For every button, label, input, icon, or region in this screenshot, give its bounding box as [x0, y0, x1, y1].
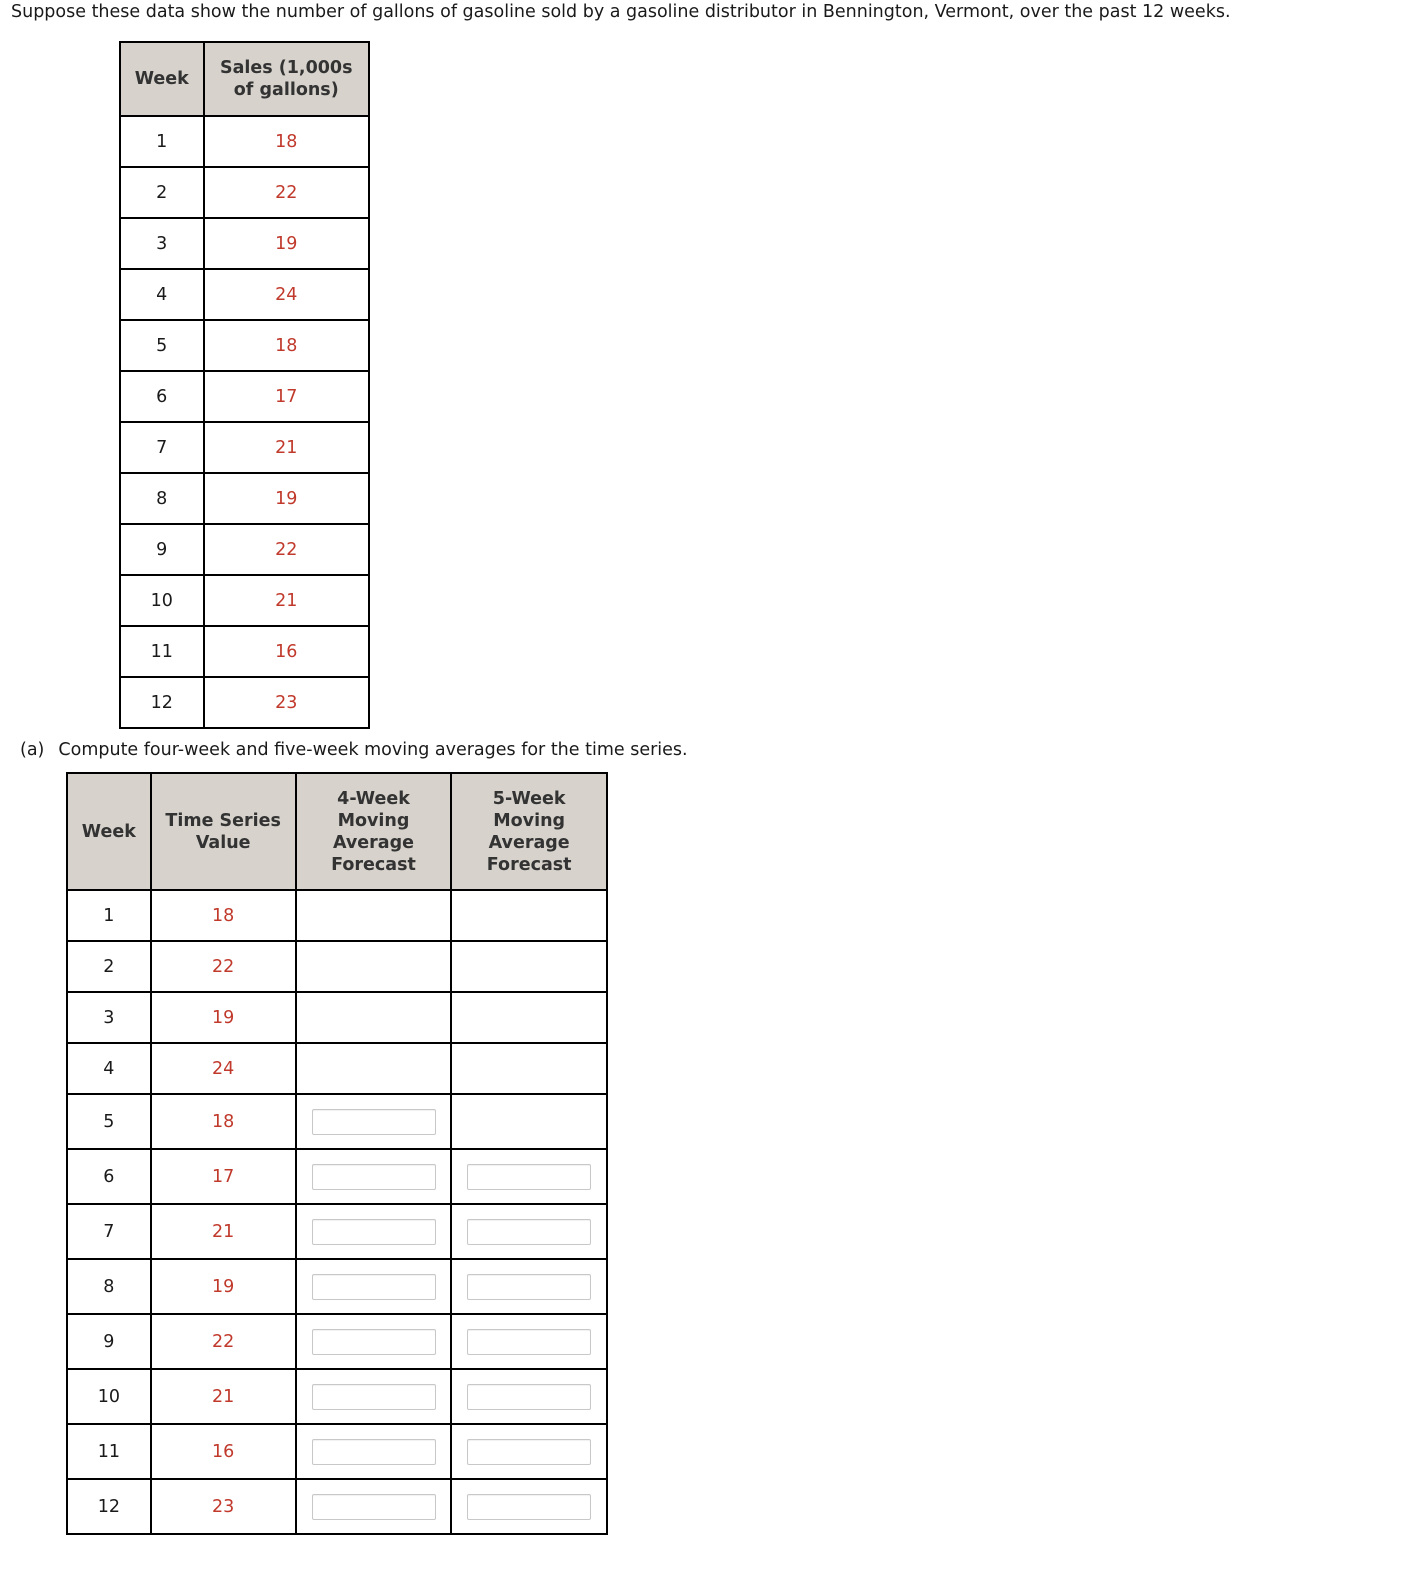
four-week-forecast-cell [296, 1204, 452, 1259]
four-week-forecast-cell [296, 1314, 452, 1369]
table-row [67, 1369, 607, 1424]
four-week-forecast-cell [296, 1149, 452, 1204]
five-week-forecast-cell [451, 1314, 607, 1369]
week-cell: 8 [67, 1259, 151, 1314]
sales-value-cell: 19 [204, 218, 370, 269]
header-line: Time Series [165, 810, 281, 831]
week-cell: 7 [67, 1204, 151, 1259]
sales-value-cell: 21 [204, 575, 370, 626]
five-week-forecast-cell [451, 1424, 607, 1479]
five-week-forecast-cell [451, 1259, 607, 1314]
five-week-forecast-cell [451, 890, 607, 941]
week-cell: 7 [120, 422, 204, 473]
four-week-forecast-cell [296, 992, 452, 1043]
week-cell: 3 [120, 218, 204, 269]
four-week-forecast-input[interactable] [312, 1274, 436, 1300]
sales-header-line-1: Sales (1,000s [219, 58, 353, 78]
header-line: 5-Week [492, 788, 566, 809]
week-cell: 1 [67, 890, 151, 941]
five-week-forecast-cell [451, 941, 607, 992]
week-cell: 9 [67, 1314, 151, 1369]
time-series-value-cell: 18 [151, 890, 296, 941]
week-cell: 11 [120, 626, 204, 677]
table-row [120, 473, 369, 524]
table-row [67, 1314, 607, 1369]
four-week-forecast-input[interactable] [312, 1439, 436, 1465]
week-column-header: Week [67, 773, 151, 890]
sales-value-cell: 22 [204, 524, 370, 575]
four-week-forecast-input[interactable] [312, 1109, 436, 1135]
table-row [67, 1259, 607, 1314]
table-row [67, 1094, 607, 1149]
sales-value-cell: 18 [204, 320, 370, 371]
table-row [67, 1043, 607, 1094]
sales-value-cell: 22 [204, 167, 370, 218]
week-cell: 4 [120, 269, 204, 320]
sales-value-cell: 16 [204, 626, 370, 677]
four-week-forecast-cell [296, 1259, 452, 1314]
five-week-forecast-input[interactable] [467, 1329, 591, 1355]
time-series-value-cell: 16 [151, 1424, 296, 1479]
table-row [67, 890, 607, 941]
five-week-forecast-input[interactable] [467, 1164, 591, 1190]
week-cell: 9 [120, 524, 204, 575]
time-series-value-cell: 17 [151, 1149, 296, 1204]
time-series-value-cell: 21 [151, 1204, 296, 1259]
week-cell: 3 [67, 992, 151, 1043]
header-line: Forecast [486, 854, 572, 875]
week-cell: 5 [67, 1094, 151, 1149]
table-row [67, 1479, 607, 1534]
five-week-forecast-input[interactable] [467, 1384, 591, 1410]
header-line: Value [195, 832, 251, 853]
five-week-forecast-input[interactable] [467, 1439, 591, 1465]
week-cell: 5 [120, 320, 204, 371]
sales-value-cell: 21 [204, 422, 370, 473]
sales-value-cell: 19 [204, 473, 370, 524]
table-row [120, 371, 369, 422]
five-week-forecast-header [451, 773, 607, 890]
table-row [67, 1149, 607, 1204]
moving-average-table [66, 772, 608, 1535]
five-week-forecast-input[interactable] [467, 1494, 591, 1520]
four-week-forecast-input[interactable] [312, 1384, 436, 1410]
five-week-forecast-cell [451, 1479, 607, 1534]
problem-intro: Suppose these data show the number of gallons of gasoline sold by a gasoline distributor in Bennington, Vermont, over the past 12 weeks. [11, 2, 1231, 22]
sales-header-line-2: of gallons) [233, 80, 339, 100]
part-a-label: (a) [20, 740, 45, 760]
four-week-forecast-input[interactable] [312, 1329, 436, 1355]
time-series-value-cell: 24 [151, 1043, 296, 1094]
week-cell: 11 [67, 1424, 151, 1479]
week-cell: 6 [120, 371, 204, 422]
time-series-value-cell: 18 [151, 1094, 296, 1149]
table-row [120, 626, 369, 677]
week-cell: 10 [67, 1369, 151, 1424]
time-series-value-cell: 23 [151, 1479, 296, 1534]
four-week-forecast-input[interactable] [312, 1164, 436, 1190]
week-cell: 6 [67, 1149, 151, 1204]
sales-value-cell: 17 [204, 371, 370, 422]
week-cell: 4 [67, 1043, 151, 1094]
header-line: Forecast [331, 854, 416, 875]
sales-column-header [204, 42, 370, 116]
header-line: Average [488, 832, 570, 853]
five-week-forecast-cell [451, 1043, 607, 1094]
four-week-forecast-cell [296, 1369, 452, 1424]
part-a-prompt [20, 739, 688, 761]
sales-value-cell: 24 [204, 269, 370, 320]
header-line: Average [332, 832, 415, 853]
header-line: Moving [337, 810, 410, 831]
table-row [67, 941, 607, 992]
five-week-forecast-cell [451, 1094, 607, 1149]
time-series-value-cell: 19 [151, 1259, 296, 1314]
table-row [67, 1424, 607, 1479]
header-line: Moving [493, 810, 566, 831]
sales-value-cell: 18 [204, 116, 370, 167]
week-cell: 2 [67, 941, 151, 992]
week-cell: 10 [120, 575, 204, 626]
time-series-value-cell: 21 [151, 1369, 296, 1424]
time-series-value-header [151, 773, 296, 890]
table-row [120, 167, 369, 218]
four-week-forecast-header [296, 773, 452, 890]
table-row [120, 422, 369, 473]
table-row [120, 575, 369, 626]
table-row [120, 524, 369, 575]
time-series-value-cell: 19 [151, 992, 296, 1043]
four-week-forecast-cell [296, 1043, 452, 1094]
week-cell: 2 [120, 167, 204, 218]
four-week-forecast-cell [296, 890, 452, 941]
table-row [120, 218, 369, 269]
part-a-text: Compute four-week and five-week moving averages for the time series. [58, 740, 688, 760]
week-column-header: Week [120, 42, 204, 116]
four-week-forecast-cell [296, 1424, 452, 1479]
week-cell: 12 [67, 1479, 151, 1534]
table-row [120, 269, 369, 320]
four-week-forecast-cell [296, 1479, 452, 1534]
five-week-forecast-cell [451, 1204, 607, 1259]
five-week-forecast-input[interactable] [467, 1219, 591, 1245]
four-week-forecast-cell [296, 1094, 452, 1149]
week-cell: 12 [120, 677, 204, 728]
table-row [120, 116, 369, 167]
table-row [67, 1204, 607, 1259]
four-week-forecast-cell [296, 941, 452, 992]
five-week-forecast-cell [451, 1149, 607, 1204]
four-week-forecast-input[interactable] [312, 1219, 436, 1245]
table-row [67, 992, 607, 1043]
time-series-value-cell: 22 [151, 1314, 296, 1369]
week-cell: 8 [120, 473, 204, 524]
table-row [120, 320, 369, 371]
four-week-forecast-input[interactable] [312, 1494, 436, 1520]
five-week-forecast-cell [451, 1369, 607, 1424]
week-cell: 1 [120, 116, 204, 167]
five-week-forecast-cell [451, 992, 607, 1043]
header-line: 4-Week [337, 788, 410, 809]
five-week-forecast-input[interactable] [467, 1274, 591, 1300]
time-series-value-cell: 22 [151, 941, 296, 992]
sales-value-cell: 23 [204, 677, 370, 728]
sales-data-table [119, 41, 370, 729]
table-row [120, 677, 369, 728]
